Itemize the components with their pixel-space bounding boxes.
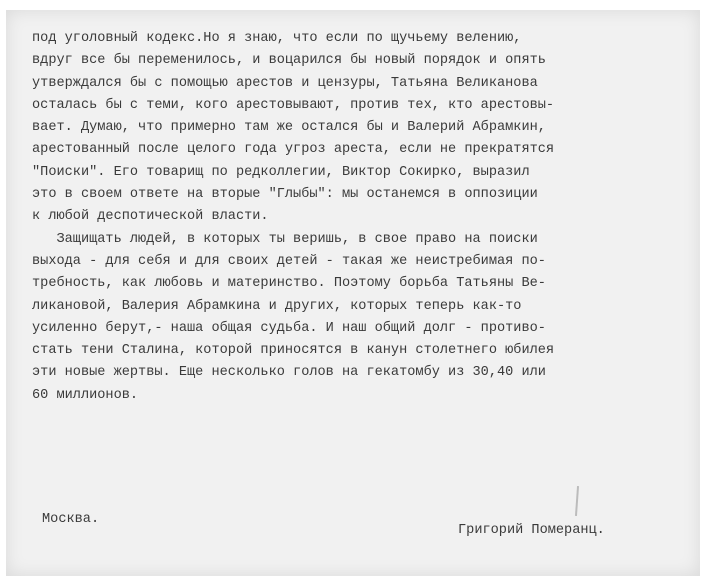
text-line: "Поиски". Его товарищ по редколлегии, Виктор Сокирко, выразил <box>32 164 530 180</box>
place-line: Москва. <box>42 512 100 527</box>
text-line: выхода - для себя и для своих детей - такая же неистребимая по- <box>32 253 546 269</box>
page-margin-right <box>700 0 708 585</box>
text-line: эти новые жертвы. Еще несколько голов на гекатомбу из 30,40 или <box>32 365 546 381</box>
text-line: 60 миллионов. <box>32 387 139 403</box>
text-line: вдруг все бы переменилось, и воцарился бы новый порядок и опять <box>32 53 546 69</box>
page-margin-bottom <box>0 576 708 585</box>
text-line: усиленно берут,- наша общая судьба. И наш общий долг - противо- <box>32 320 546 336</box>
text-line: требность, как любовь и материнство. Поэтому борьба Татьяны Ве- <box>32 276 546 292</box>
text-line: Защищать людей, в которых ты веришь, в свое право на поиски <box>32 231 538 247</box>
text-line: к любой деспотической власти. <box>32 209 269 225</box>
text-line: ликановой, Валерия Абрамкина и других, которых теперь как-то <box>32 298 522 314</box>
text-line: арестованный после целого года угроз ареста, если не прекратятся <box>32 142 555 158</box>
page-margin-top <box>0 0 708 10</box>
text-line: утверждался бы с помощью арестов и цензуры, Татьяна Великанова <box>32 75 538 91</box>
body-text <box>32 28 682 407</box>
text-line: это в своем ответе на вторые "Глыбы": мы останемся в оппозиции <box>32 187 538 203</box>
text-line: под уголовный кодекс.Но я знаю, что если по щучьему велению, <box>32 31 522 46</box>
signature-line: Григорий Померанц. <box>458 523 605 538</box>
text-line: осталась бы с теми, кого арестовывают, против тех, кто арестовы- <box>32 97 555 113</box>
text-line: вает. Думаю, что примерно там же остался бы и Валерий Абрамкин, <box>32 120 546 136</box>
text-line: стать тени Сталина, которой приносятся в канун столетнего юбилея <box>32 343 555 359</box>
